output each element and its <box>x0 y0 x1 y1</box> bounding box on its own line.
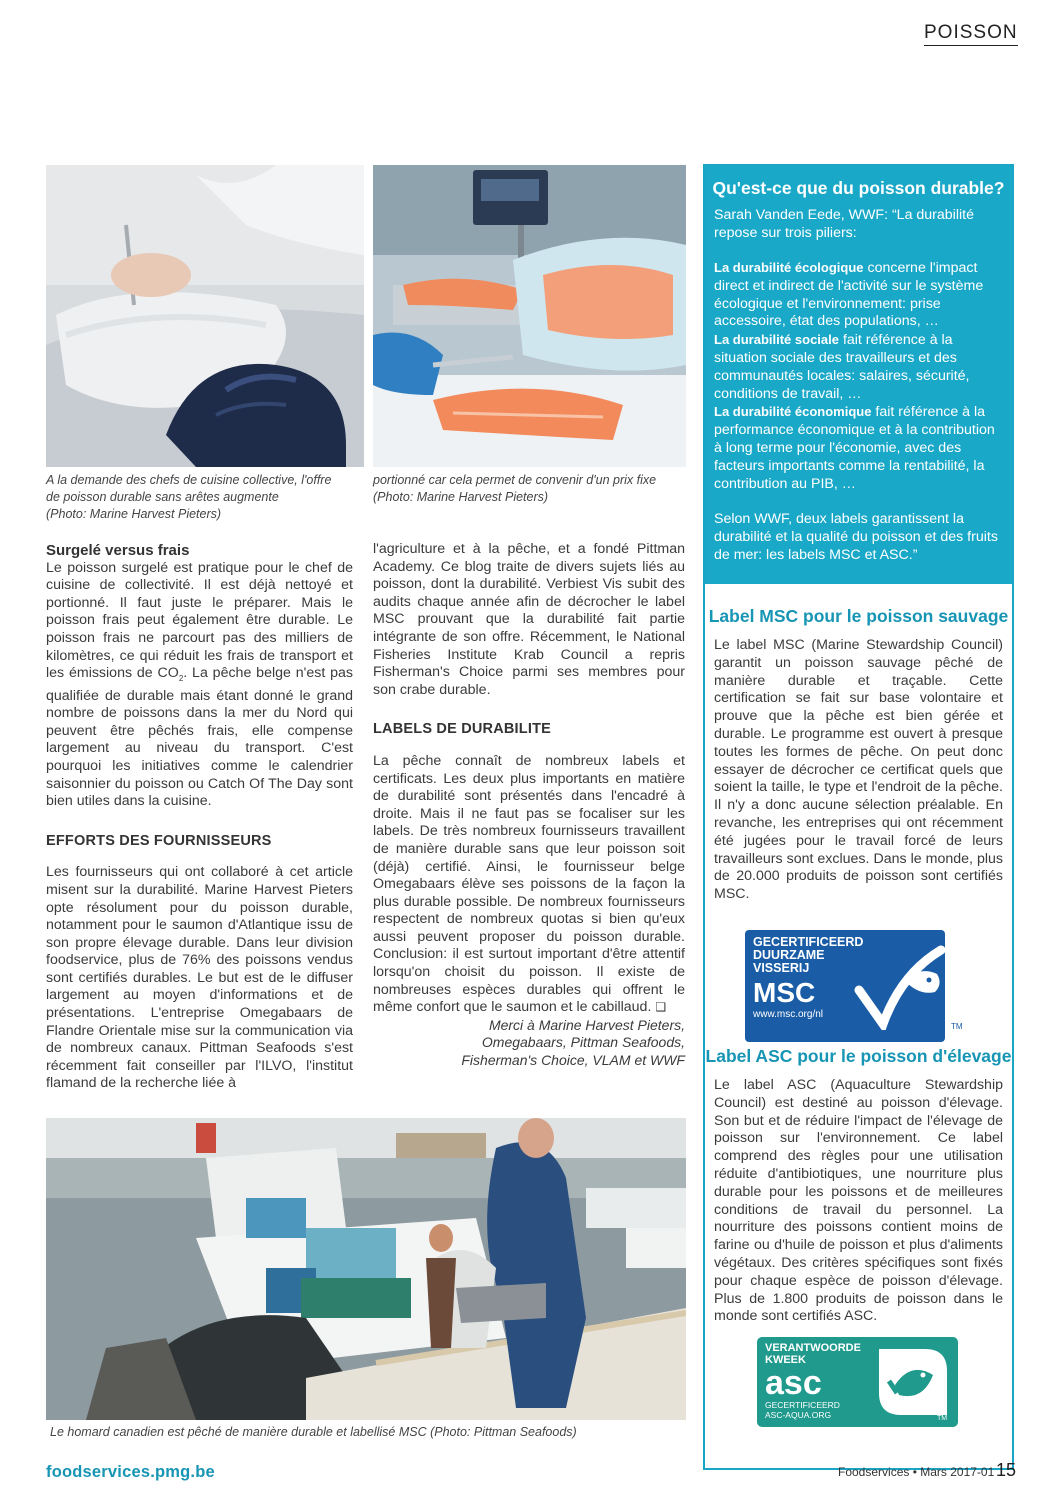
sidebar-box-msc <box>705 606 1012 904</box>
sidebar-closing: Selon WWF, deux labels garantissent la durabilité et la qualité du poisson et des fruits de mer: les labels MSC et ASC.” <box>714 511 998 563</box>
msc-logo-text: GECERTIFICEERD DUURZAME VISSERIJ MSC www.msc.org/nl <box>753 935 864 1020</box>
footer-website-link[interactable]: foodservices.pmg.be <box>46 1463 215 1481</box>
photo-fish-deboning <box>46 165 364 467</box>
section-heading: LABELS DE DURABILITE <box>373 721 551 738</box>
sidebar-title: Label ASC pour le poisson d'élevage <box>705 1046 1012 1066</box>
section-heading: EFFORTS DES FOURNISSEURS <box>46 832 272 849</box>
sidebar-pillar-economic: La durabilité économique fait référence à la performance économique et à la contribution à long terme pour l'économie, avec des facteurs importants comme la rentabilité, la contribution au PIB, … <box>714 404 995 492</box>
sidebar-msc-text: Le label MSC (Marine Stewardship Council) garantit un poisson sauvage pêché de manière durable et traçable. Cette certification se fait sur base volontaire et prouve que la pêche est bien gérée et durable. Le programme est ouvert à presque toutes les formes de pêche. On peut donc essayer de décrocher ce certificat quels que soient la taille, le type et l'endroit de la pêche. Il n'y a donc aucune sélection préalable. En revanche, les entreprises qui ont récemment été jugées pour le travail forcé de leurs travailleurs sont exclues. Dans le monde, plus de 20.000 produits de poisson sont certifiés MSC. <box>714 637 1003 903</box>
asc-tm: TM <box>937 1415 948 1422</box>
paragraph: l'agriculture et à la pêche, et a fondé Pittman Academy. Ce blog traite de divers sujets liés au poisson, dont la durabilité. Verbiest Vis subit des audits chaque année afin de décrocher le label MSC prouvant que la durabilité fait partie intégrante de son offre. Récemment, le National Fisheries Institute Krab Council a repris Fisherman's Choice parmi ses membres pour son crabe durable. <box>373 541 685 698</box>
sidebar-intro: Sarah Vanden Eede, WWF: “La durabilité repose sur trois piliers: <box>714 207 974 241</box>
sidebar-title: Qu'est-ce que du poisson durable? <box>712 178 1005 198</box>
asc-logo <box>757 1337 958 1427</box>
acknowledgements: Merci à Marine Harvest Pieters, Omegabaars, Pittman Seafoods, Fisherman's Choice, VLAM et WWF <box>461 1016 685 1069</box>
sidebar-infobox <box>703 164 1014 1470</box>
photo-caption: portionné car cela permet de convenir d'un prix fixe (Photo: Marine Harvest Pieters) <box>373 473 657 504</box>
article-column-1 <box>46 542 353 1093</box>
sidebar-box-sustainable-fish <box>705 166 1012 584</box>
msc-tm: TM <box>951 1022 963 1031</box>
section-tag: POISSON <box>924 22 1018 46</box>
asc-fish-check-icon <box>875 1345 951 1419</box>
photo-caption: Le homard canadien est pêché de manière durable et labellisé MSC (Photo: Pittman Seafoods) <box>50 1425 577 1439</box>
photo-caption: A la demande des chefs de cuisine collective, l'offre de poisson durable sans arêtes augmente (Photo: Marine Harvest Pieters) <box>46 473 332 521</box>
paragraph: Les fournisseurs qui ont collaboré à cet article misent sur la durabilité. Marine Harvest Pieters opte résolument pour du poisson durable, notamment pour le saumon d'Atlantique issu de son propre élevage durable. Dans leur division foodservice, plus de 76% des poissons vendus sont certifiés durables. Le but est de le diffuser largement au moyen d'informations et de présentations. L'entreprise Omegabaars de Flandre Orientale mise sur la communication via de nombreux canaux. Pittman Seafoods s'est récemment fait conseiller par l'ILVO, l'institut flamand de la recherche liée à <box>46 864 353 1092</box>
page-number: 15 <box>996 1460 1017 1480</box>
sidebar-box-asc <box>705 1046 1012 1326</box>
subhead: Surgelé versus frais <box>46 542 190 559</box>
msc-logo <box>745 930 975 1042</box>
paragraph: Le poisson surgelé est pratique pour le chef de cuisine de collectivité. Il est déjà nettoyé et portionné. Il faut juste le préparer. Mais le poisson frais peut également être durable. Le poisson frais ne parcourt pas des milliers de kilomètres, ce qui réduit les frais de transport et les émissions de $CO_2$. La pêche belge n'est pas qualifiée de durable mais étant donné le grand nombre de poissons dans la mer du Nord qui peuvent être pêchés frais, elle compense largement au niveau du transport. C'est pourquoi les initiatives comme le calendrier saisonnier du poisson ou Catch Of The Day sont bien utiles dans la cuisine. <box>46 559 353 810</box>
photo-lobster-boat <box>46 1118 686 1420</box>
footer-issue: Foodservices • Mars 2017-01 <box>838 1465 995 1479</box>
sidebar-pillar-social: La durabilité sociale fait référence à la situation sociale des travailleurs et des communautés locales: salaires, sécurité, conditions de travail, … <box>714 332 970 402</box>
paragraph: La pêche connaît de nombreux labels et certificats. Les deux plus importants en matière de durabilité sont présentés dans l'encadré à droite. Mais il ne faut pas se focaliser sur les labels. De très nombreux fournisseurs travaillent de manière durable sans que leur poisson soit (déjà) certifié. Ainsi, le fournisseur belge Omegabaars élève ses poissons de la façon la plus durable possible. De nombreux fournisseurs respectent de nombreux quotas si bien qu'eux aussi peuvent proposer du poisson durable. Conclusion: il est surtout important d'être attentif lorsqu'on choisit du poisson. Il existe de nombreuses espèces durables qui offrent le même confort que le saumon et le cabillaud. ❑ <box>373 752 685 1016</box>
msc-fish-check-icon <box>849 944 945 1030</box>
asc-logo-text: VERANTWOORDE KWEEK asc GECERTIFICEERD ASC-AQUA.ORG <box>765 1342 861 1420</box>
article-column-2 <box>373 541 685 1070</box>
sidebar-pillar-ecological: La durabilité écologique concerne l'impact direct et indirect de l'activité sur le système écologique et l'environnement: prise accessoire, état des populations, … <box>714 260 984 330</box>
sidebar-title: Label MSC pour le poisson sauvage <box>708 606 1009 626</box>
sidebar-asc-text: Le label ASC (Aquaculture Stewardship Council) est destiné au poisson d'élevage. Son but et de réduire l'impact de l'élevage de poisson sur l'environnement. Ce label comprend des règles pour une utilisation réduite d'antibiotiques, une nourriture plus durable pour les poissons et de meilleures conditions de travail du personnel. La nourriture des poissons contient moins de farine ou d'huile de poisson et plus d'aliments végétaux. Des critères spécifiques sont fixés pour chaque espèce de poisson d'élevage. Plus de 1.800 produits de poisson dans le monde sont certifiés ASC. <box>714 1077 1003 1325</box>
photo-salmon-portioning <box>373 165 686 467</box>
